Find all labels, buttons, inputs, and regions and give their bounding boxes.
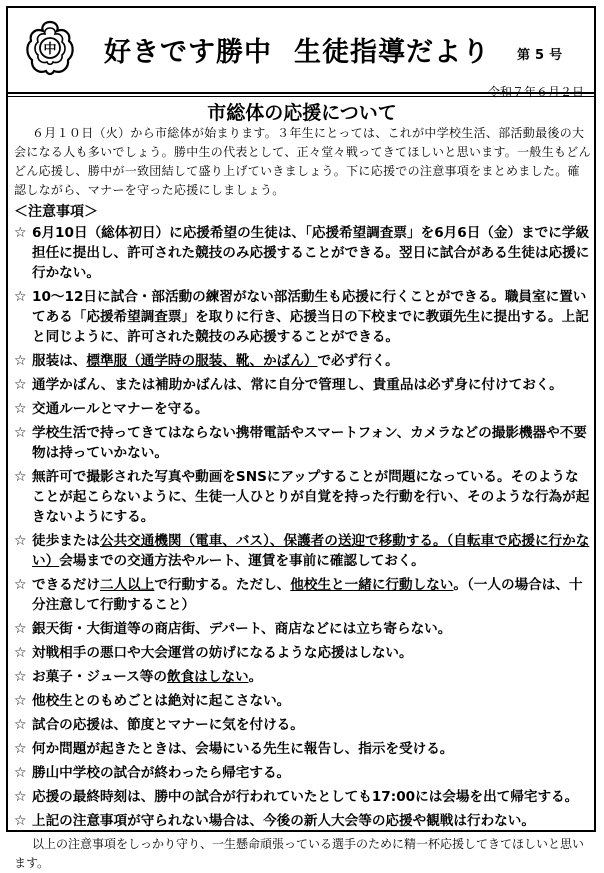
- star-bullet-icon: ☆: [14, 669, 27, 685]
- note-text: 。（一人の場合は、十分注意して行動すること）: [32, 577, 583, 613]
- closing-paragraph: 以上の注意事項をしっかり守り、一生懸命頑張っている選手のために精一杯応援してきてほしいと思います。: [14, 837, 585, 870]
- note-text: 他校生とのもめごとは絶対に起こさない。: [32, 693, 291, 709]
- newsletter-title: [104, 30, 490, 69]
- star-bullet-icon: ☆: [14, 765, 27, 781]
- notes-list-item: [14, 531, 592, 571]
- note-text: 対戦相手の悪口や大会運営の妨げになるような応援はしない。: [32, 645, 413, 661]
- notes-list-item: [14, 691, 592, 711]
- star-bullet-icon: ☆: [14, 289, 27, 305]
- issue-date: 令和７年６月２日: [487, 85, 584, 99]
- note-text: 。: [248, 669, 263, 685]
- issue-suffix: 号: [549, 48, 563, 63]
- note-text-underlined: 飲食はしない: [167, 669, 249, 685]
- note-text: お菓子・ジュース等の: [32, 669, 167, 685]
- note-text: で行動する。ただし、: [154, 577, 291, 593]
- notes-list-item: [14, 375, 592, 395]
- star-bullet-icon: ☆: [14, 741, 27, 757]
- note-text-underlined: 他校生と一緒に行動しない: [290, 577, 454, 593]
- note-text: 試合の応援は、節度とマナーに気を付ける。: [32, 717, 304, 733]
- notes-list-item: [14, 763, 592, 783]
- note-text: 交通ルールとマナーを守る。: [32, 401, 209, 417]
- notes-list-item: [14, 223, 592, 283]
- note-text: できるだけ: [32, 577, 100, 593]
- notes-list-item: [14, 351, 592, 371]
- section-title: 市総体の応援について: [207, 102, 397, 124]
- title-newsletter-name: 生徒指導だより: [294, 37, 490, 68]
- note-text: 銀天街・大街道等の商店街、デパート、商店などには立ち寄らない。: [32, 621, 452, 637]
- star-bullet-icon: ☆: [14, 469, 27, 485]
- title-school-slogan: 好きです勝中: [104, 37, 272, 68]
- notes-list: [14, 223, 592, 831]
- header-divider-thin: [8, 96, 594, 97]
- note-text: 応援の最終時刻は、勝中の試合が行われていたとしても17:00には会場を出て帰宅する。: [32, 789, 579, 805]
- emblem-label: 中: [43, 42, 57, 57]
- note-text: 服装は、: [32, 353, 87, 369]
- star-bullet-icon: ☆: [14, 645, 27, 661]
- notes-list-item: [14, 287, 592, 347]
- note-text: 通学かばん、または補助かばんは、常に自分で管理し、貴重品は必ず身に付けておく。: [32, 377, 563, 393]
- note-text: 徒歩または: [32, 533, 100, 549]
- header-divider: [8, 92, 594, 94]
- notes-list-item: [14, 811, 592, 831]
- newsletter-header: [8, 8, 594, 85]
- note-text: 上記の注意事項が守られない場合は、今後の新人大会等の応援や観戦は行わない。: [32, 813, 535, 829]
- note-text: 何か問題が起きたときは、会場にいる先生に報告し、指示を受ける。: [32, 741, 454, 757]
- star-bullet-icon: ☆: [14, 577, 27, 593]
- star-bullet-icon: ☆: [14, 717, 27, 733]
- star-bullet-icon: ☆: [14, 225, 27, 241]
- notes-list-item: [14, 739, 592, 759]
- notes-heading: ＜注意事項＞: [14, 204, 98, 220]
- notes-list-item: [14, 423, 592, 463]
- note-text-underlined: 二人以上: [99, 577, 155, 593]
- star-bullet-icon: ☆: [14, 789, 27, 805]
- notes-list-item: [14, 667, 592, 687]
- star-bullet-icon: ☆: [14, 377, 27, 393]
- star-bullet-icon: ☆: [14, 401, 27, 417]
- note-text-underlined: 標準服（通学時の服装、靴、かばん）: [86, 353, 318, 369]
- star-bullet-icon: ☆: [14, 621, 27, 637]
- star-bullet-icon: ☆: [14, 693, 27, 709]
- issue-number-value: 5: [535, 48, 545, 63]
- notes-list-item: [14, 787, 592, 807]
- notes-list-item: [14, 619, 592, 639]
- school-emblem-icon: [22, 18, 78, 78]
- intro-paragraph: ６月１０日（火）から市総体が始まります。３年生にとっては、これが中学校生活、部活動最後の大会になる人も多いでしょう。勝中生の代表として、正々堂々戦ってきてほしいと思います。一般生もどんどん応援し、勝中が一致団結して盛り上げていきましょう。下に応援での注意事項をまとめました。確認しながら、マナーを守った応援にしましょう。: [14, 126, 591, 197]
- notes-list-item: [14, 715, 592, 735]
- note-text: 10～12日に試合・部活動の練習がない部活動生も応援に行くことができる。職員室に置いてある「応援希望調査票」を取りに行き、応援当日の下校までに教頭先生に提出する。上記と同じように、許可された競技のみ応援することができる。: [32, 289, 589, 345]
- note-text: で必ず行く。: [317, 353, 399, 369]
- note-text: 6月10日（総体初日）に応援希望の生徒は、「応援希望調査票」を6月6日（金）までに学級担任に提出し、許可された競技のみ応援することができる。翌日に試合がある生徒は応援に行かない。: [32, 225, 590, 281]
- note-text: 無許可で撮影された写真や動画をSNSにアップすることが問題になっている。そのようなことが起こらないように、生徒一人ひとりが自覚を持った行動を行い、そのような行為が起きないようにする。: [32, 469, 590, 525]
- star-bullet-icon: ☆: [14, 353, 27, 369]
- star-bullet-icon: ☆: [14, 813, 27, 829]
- note-text: 勝山中学校の試合が終わったら帰宅する。: [32, 765, 291, 781]
- note-text-underlined: 公共交通機関（電車、バス）、保護者の送迎で移動する。（自転車で応援に行かない）: [32, 533, 590, 569]
- note-text: 学校生活で持ってきてはならない携帯電話やスマートフォン、カメラなどの撮影機器や不要物は持っていかない。: [32, 425, 587, 461]
- notes-list-item: [14, 399, 592, 419]
- article-body: [14, 124, 592, 873]
- issue-prefix: 第: [517, 48, 531, 63]
- star-bullet-icon: ☆: [14, 425, 27, 441]
- star-bullet-icon: ☆: [14, 533, 27, 549]
- notes-list-item: [14, 467, 592, 527]
- notes-list-item: [14, 643, 592, 663]
- note-text: 会場までの交通方法やルート、運賃を事前に確認しておく。: [59, 553, 425, 569]
- issue-number: [517, 44, 562, 63]
- notes-list-item: [14, 575, 592, 615]
